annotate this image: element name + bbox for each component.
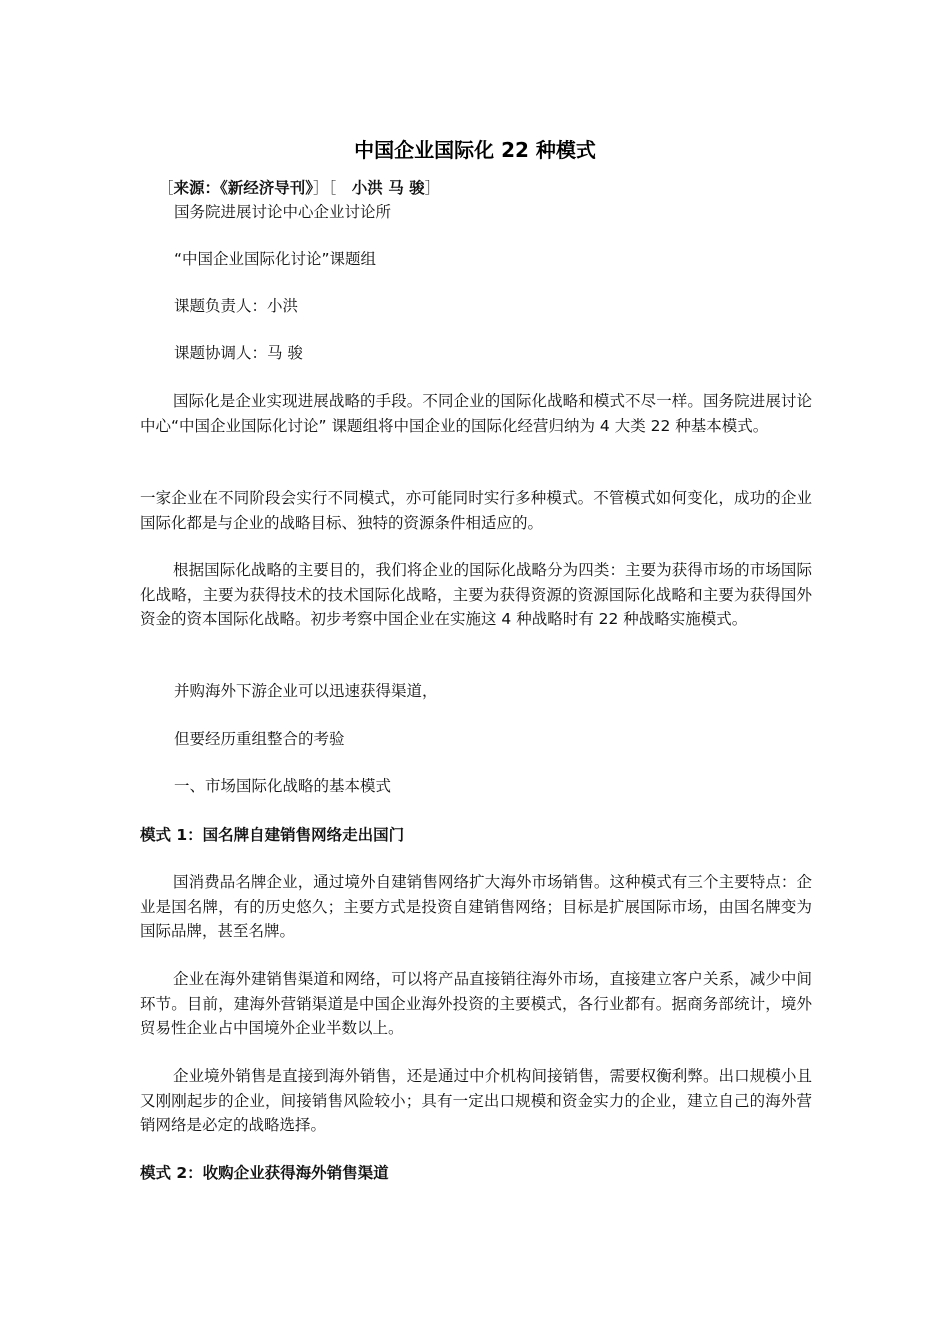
note-line-1: 并购海外下游企业可以迅速获得渠道， (174, 682, 438, 700)
mode-1-paragraph-3: 企业境外销售是直接到海外销售，还是通过中介机构间接销售，需要权衡利弊。出口规模小且又刚刚起步的企业，间接销售风险较小；具有一定出口规模和资金实力的企业，建立自己的海外营销网络是必定的战略选择。 (140, 1067, 812, 1134)
mode-1-paragraph-2: 企业在海外建销售渠道和网络，可以将产品直接销往海外市场，直接建立客户关系，减少中间环节。目前，建海外营销渠道是中国企业海外投资的主要模式，各行业都有。据商务部统计，境外贸易性企业占中国境外企业半数以上。 (140, 970, 812, 1037)
mode-1-paragraph-1: 国消费品名牌企业，通过境外自建销售网络扩大海外市场销售。这种模式有三个主要特点：企业是国名牌，有的历史悠久；主要方式是投资自建销售网络；目标是扩展国际市场，由国名牌变为国际品牌，甚至名牌。 (140, 873, 812, 940)
group-line: “中国企业国际化讨论”课题组 (174, 250, 377, 268)
strategy-paragraph: 根据国际化战略的主要目的，我们将企业的国际化战略分为四类：主要为获得市场的市场国际化战略，主要为获得技术的技术国际化战略，主要为获得资源的资源国际化战略和主要为获得国外资金的资本国际化战略。初步考察中国企业在实施这 4 种战略时有 22 种战略实施模式。 (140, 561, 812, 628)
coord-line: 课题协调人：马 骏 (174, 344, 303, 362)
source-label: 来源：《新经济导刊》 (173, 179, 314, 197)
source-bracket-mid: ］［ (313, 179, 352, 197)
source-authors: 小洪 马 骏 (351, 179, 425, 197)
lead-line: 课题负责人：小洪 (174, 297, 299, 315)
document-title: 中国企业国际化 22 种模式 (354, 138, 596, 162)
intro-paragraph: 国际化是企业实现进展战略的手段。不同企业的国际化战略和模式不尽一样。国务院进展讨论中心“中国企业国际化讨论” 课题组将中国企业的国际化经营归纳为 4 大类 22 种基本模式。 (140, 392, 812, 435)
source-bracket-close: ］ (424, 179, 441, 197)
mode-2-heading: 模式 2：收购企业获得海外销售渠道 (140, 1164, 389, 1182)
section-heading: 一、市场国际化战略的基本模式 (174, 777, 392, 795)
org-line: 国务院进展讨论中心企业讨论所 (174, 203, 392, 221)
source-bracket-open: ［ (158, 179, 174, 197)
modes-paragraph: 一家企业在不同阶段会实行不同模式，亦可能同时实行多种模式。不管模式如何变化，成功的企业国际化都是与企业的战略目标、独特的资源条件相适应的。 (140, 489, 812, 532)
note-line-2: 但要经历重组整合的考验 (174, 730, 345, 748)
mode-1-heading: 模式 1：国名牌自建销售网络走出国门 (140, 826, 405, 844)
source-line (158, 177, 440, 199)
